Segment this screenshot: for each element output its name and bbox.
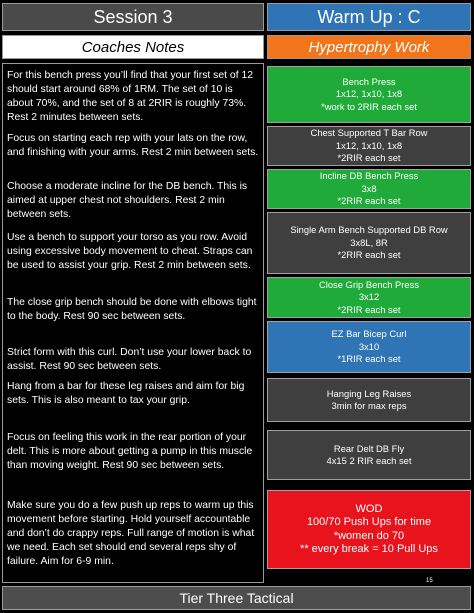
exercise-rear-delt-fly — [267, 430, 471, 480]
wod-break-rule: ** every break = 10 Pull Ups — [300, 543, 438, 555]
exercise-sets: 1x12, 1x10, 1x8 — [335, 139, 403, 151]
note-leg-raises: Hang from a bar for these leg raises and aim for big sets. This is also meant to tax your grip. — [7, 381, 245, 406]
exercise-t-bar-row — [267, 126, 471, 166]
exercise-note: *2RIR each set — [337, 195, 401, 207]
exercise-note: *2RIR each set — [337, 249, 401, 261]
note-bench-press: For this bench press you’ll find that your first set of 12 should start around 68% of 1RM. The set of 10 is about 70%, and the set of 8 at 2RIR is roughly 73%. Rest 2 minutes between sets. — [7, 70, 254, 123]
note-close-grip-bench: The close grip bench should be done with elbows tight to the body. Rest 90 sec between sets. — [7, 297, 257, 322]
note-db-row: Use a bench to support your torso as you row. Avoid using excessive body movement to cheat. Straps can be used to assist your grip. Rest 2 min between sets. — [7, 232, 253, 271]
exercise-name: Close Grip Bench Press — [318, 278, 420, 290]
note-incline-db-bench: Choose a moderate incline for the DB bench. This is aimed at upper chest not shoulders. Rest 2 min between sets. — [7, 181, 248, 220]
exercise-note: *2RIR each set — [337, 303, 401, 315]
exercise-close-grip-bench — [267, 277, 471, 318]
exercise-bench-press — [267, 66, 471, 123]
coaches-notes-heading: Coaches Notes — [2, 35, 264, 59]
exercise-note: *1RIR each set — [337, 353, 401, 365]
session-title: Session 3 — [2, 3, 264, 31]
wod-women-note: *women do 70 — [333, 529, 405, 542]
exercise-sets: 3x8L, 8R — [350, 236, 388, 248]
exercise-sets: 3x12 — [358, 291, 380, 303]
exercise-bicep-curl — [267, 321, 471, 373]
exercise-name: Rear Delt DB Fly — [333, 442, 405, 454]
note-t-bar-row: Focus on starting each rep with your lats on the row, and finishing with your arms. Rest 2 min between sets. — [7, 133, 259, 158]
exercise-incline-db-bench — [267, 169, 471, 209]
exercise-sets: 3min for max reps — [331, 400, 407, 411]
note-push-ups: Make sure you do a few push up reps to warm up this movement before starting. Hold yourself accountable and don’t do crappy reps. Full range of motion is what we need. Each set should end several reps shy of failure. Aim for 6-9 min. — [7, 500, 255, 567]
footer-brand: Tier Three Tactical — [2, 586, 471, 610]
hypertrophy-heading: Hypertrophy Work — [267, 35, 471, 59]
exercise-sets: 1x12, 1x10, 1x8 — [335, 88, 403, 100]
exercise-name: Incline DB Bench Press — [319, 170, 419, 182]
note-rear-delt-fly: Focus on feeling this work in the rear portion of your delt. This is more about getting a pump in this muscle than moving weight. Rest 90 sec between sets. — [7, 432, 253, 471]
warmup-title: Warm Up : C — [267, 3, 471, 31]
exercise-db-row — [267, 212, 471, 274]
exercise-name: EZ Bar Bicep Curl — [331, 328, 407, 340]
note-bicep-curl: Strict form with this curl. Don’t use your lower back to assist. Rest 90 sec between sets. — [7, 347, 252, 372]
exercise-name: Hanging Leg Raises — [326, 387, 412, 399]
exercise-sets: 3x10 — [358, 340, 380, 352]
exercise-wod — [267, 490, 471, 569]
exercise-note: *2RIR each set — [337, 152, 401, 164]
exercise-note: *work to 2RIR each set — [321, 100, 417, 112]
wod-task: 100/70 Push Ups for time — [306, 516, 432, 528]
exercise-name: Bench Press — [342, 75, 396, 87]
exercise-name: Chest Supported T Bar Row — [310, 127, 428, 139]
wod-title: WOD — [355, 502, 383, 515]
exercise-sets: 3x8 — [361, 182, 377, 194]
exercise-sets: 4x15 2 RIR each set — [326, 455, 412, 466]
exercise-leg-raises — [267, 378, 471, 422]
coaches-notes-panel — [2, 63, 264, 583]
page-number: 15 — [426, 578, 433, 584]
exercise-name: Single Arm Bench Supported DB Row — [290, 224, 448, 236]
